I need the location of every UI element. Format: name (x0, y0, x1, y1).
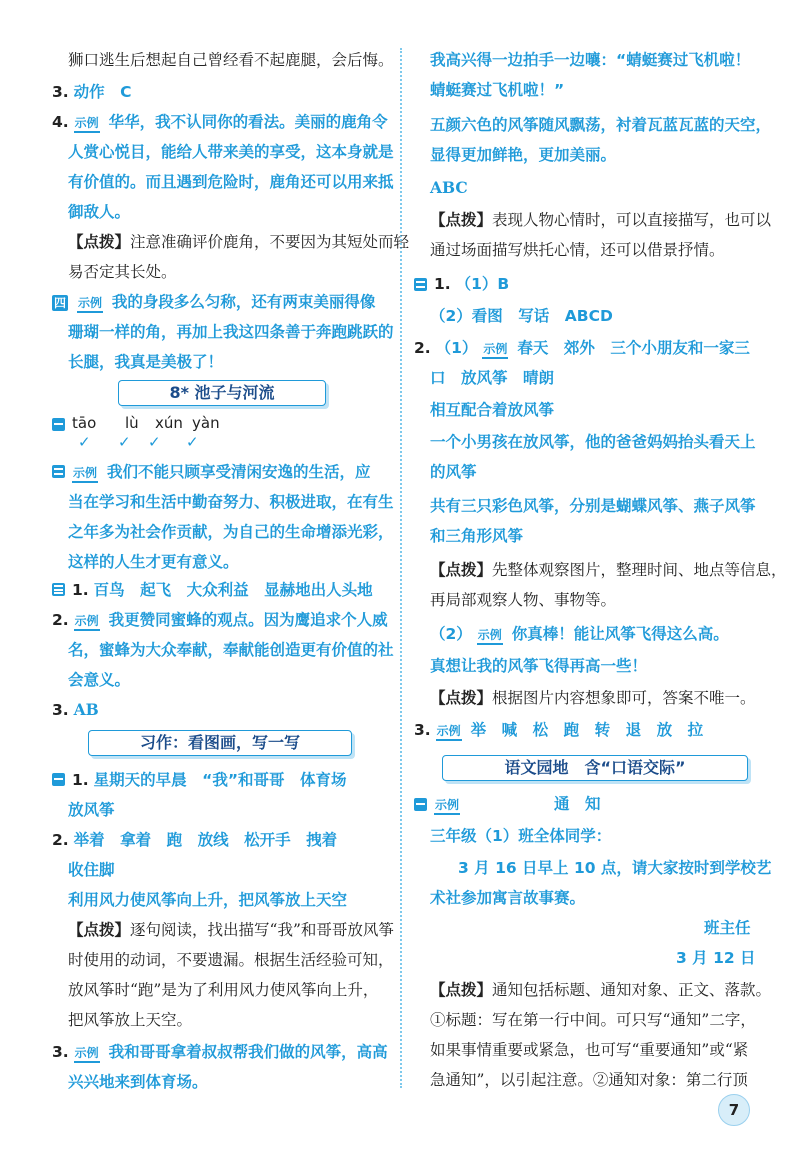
text-line: 收住脚 (68, 861, 115, 879)
answer-2-2: （2） 示例 你真棒！能让风筝飞得这么高。 (430, 625, 729, 643)
text-line: 一个小男孩在放风筝，他的爸爸妈妈抬头看天上 (430, 433, 756, 451)
text-line: 放风筝时“跑”是为了利用风力使风筝向上升， (68, 981, 379, 999)
section-1-marker (52, 773, 65, 786)
text-line: 这样的人生才更有意义。 (68, 553, 239, 571)
example-label: 示例 (74, 613, 100, 631)
tip: 【点拨】逐句阅读，找出描写“我”和哥哥放风筝 (68, 920, 394, 939)
example-label: 示例 (477, 627, 503, 645)
pinyin-4: yàn (192, 414, 220, 432)
text-line: 我高兴得一边拍手一边嚷：“蜻蜓赛过飞机啦！ (430, 51, 751, 69)
text-line: 人赏心悦目，能给人带来美的享受，这本身就是 (68, 143, 394, 161)
text-line: 珊瑚一样的角，再加上我这四条善于奔跑跳跃的 (68, 323, 394, 341)
text-line: 再局部观察人物、事物等。 (430, 591, 617, 609)
check-icon: ✓ (186, 433, 199, 451)
tip: 【点拨】通知包括标题、通知对象、正文、落款。 (430, 980, 772, 999)
section-2-answer: 示例 我们不能只顾享受清闲安逸的生活，应 (73, 463, 371, 481)
text-line: 长腿，我真是美极了！ (68, 353, 224, 371)
text-line: 口 放风筝 晴朗 (430, 369, 555, 387)
text-line: 会意义。 (68, 671, 131, 689)
column-divider (400, 48, 402, 1088)
pinyin-2: lù (125, 414, 139, 432)
answer-2: 2. （1） 示例 春天 郊外 三个小朋友和一家三 (414, 339, 750, 357)
text-line: ①标题：写在第一行中间。可只写“通知”二字， (430, 1011, 756, 1029)
example-label: 示例 (77, 295, 103, 313)
tip: 【点拨】先整体观察图片，整理时间、地点等信息， (430, 560, 787, 579)
text-line: 相互配合着放风筝 (430, 401, 555, 419)
page-number: 7 (718, 1094, 750, 1126)
text-line: 显得更加鲜艳，更加美丽。 (430, 146, 617, 164)
text-line: 的风筝 (430, 463, 477, 481)
pinyin-1: tāo (72, 414, 97, 432)
section-3-marker (52, 583, 65, 596)
text-line: 术社参加寓言故事赛。 (430, 889, 586, 907)
text-line: 名，蜜蜂为大众奉献，奉献能创造更有价值的社 (68, 641, 394, 659)
answer-1: 1. （1）B (434, 275, 510, 293)
tip: 【点拨】根据图片内容想象即可，答案不唯一。 (430, 688, 756, 707)
example-label: 示例 (74, 1045, 100, 1063)
text-line: 急通知”，以引起注意。②通知对象：第二行顶 (430, 1071, 748, 1089)
text-line: ABC (430, 178, 468, 197)
answer-3-3: 3. AB (52, 700, 99, 719)
example-label: 示例 (72, 465, 98, 483)
text-line: 狮口逃生后想起自己曾经看不起鹿腿，会后悔。 (68, 51, 394, 69)
section-2-marker (52, 465, 65, 478)
garden-title: 语文园地 含“口语交际” (442, 755, 748, 781)
text-line: 五颜六色的风筝随风飘荡，衬着瓦蓝瓦蓝的天空， (430, 116, 772, 134)
check-icon: ✓ (118, 433, 131, 451)
text-line: 真想让我的风筝飞得再高一些！ (430, 657, 648, 675)
tip: 【点拨】表现人物心情时，可以直接描写，也可以 (430, 210, 772, 229)
text-line: 共有三只彩色风筝，分别是蝴蝶风筝、燕子风筝 (430, 497, 756, 515)
notice-date: 3 月 12 日 (676, 949, 756, 967)
text-line: 如果事情重要或紧急，也可写“重要通知”或“紧 (430, 1041, 749, 1059)
notice-signer: 班主任 (704, 919, 751, 937)
answer-3: 3. 示例 举 喊 松 跑 转 退 放 拉 (414, 721, 704, 739)
answer-4: 4. 示例 华华，我不认同你的看法。美丽的鹿角令 (52, 113, 388, 131)
text-line: 易否定其长处。 (68, 263, 177, 281)
text-line: （2）看图 写话 ABCD (430, 307, 613, 325)
text-line: 利用风力使风筝向上升，把风筝放上天空 (68, 891, 348, 909)
text-line: 和三角形风筝 (430, 527, 524, 545)
section-marker: 四 (54, 296, 67, 310)
answer-3-2: 2. 示例 我更赞同蜜蜂的观点。因为鹰追求个人威 (52, 611, 388, 629)
text-line: 把风筝放上天空。 (68, 1011, 193, 1029)
writing-title: 习作：看图画，写一写 (88, 730, 352, 756)
text-line: 有价值的。而且遇到危险时，鹿角还可以用来抵 (68, 173, 394, 191)
notice-title: 通 知 (554, 795, 601, 813)
section-2-marker (414, 278, 427, 291)
text-line: 御敌人。 (68, 203, 131, 221)
check-icon: ✓ (148, 433, 161, 451)
check-icon: ✓ (78, 433, 91, 451)
text-line: 当在学习和生活中勤奋努力、积极进取，在有生 (68, 493, 394, 511)
answer-3-1: 1. 百鸟 起飞 大众利益 显赫地出人头地 (72, 581, 373, 599)
text-line: 通过场面描写烘托心情，还可以借景抒情。 (430, 241, 725, 259)
notice-example (434, 794, 464, 815)
text-line: 三年级（1）班全体同学： (430, 827, 612, 845)
section-4: 四 示例 我的身段多么匀称，还有两束美丽得像 (54, 293, 376, 311)
lesson-8-title: 8* 池子与河流 (118, 380, 326, 406)
pinyin-3: xún (155, 414, 183, 432)
example-label: 示例 (74, 115, 100, 133)
text-line: 放风筝 (68, 801, 115, 819)
writing-answer-3: 3. 示例 我和哥哥拿着叔叔帮我们做的风筝，高高 (52, 1043, 388, 1061)
text-line: 蜻蜓赛过飞机啦！” (430, 81, 565, 99)
answer-3: 3. 动作 C (52, 83, 132, 101)
text-line: 时使用的动词，不要遗漏。根据生活经验可知， (68, 951, 394, 969)
section-1-marker (52, 418, 65, 431)
example-label: 示例 (482, 341, 508, 359)
text-line: 3 月 16 日早上 10 点，请大家按时到学校艺 (458, 859, 772, 877)
example-label: 示例 (434, 797, 460, 815)
example-label: 示例 (436, 723, 462, 741)
section-1-marker (414, 798, 427, 811)
writing-answer-2: 2. 举着 拿着 跑 放线 松开手 拽着 (52, 831, 338, 849)
tip: 【点拨】注意准确评价鹿角，不要因为其短处而轻 (68, 232, 410, 251)
text-line: 兴兴地来到体育场。 (68, 1073, 208, 1091)
text-line: 之年多为社会作贡献，为自己的生命增添光彩， (68, 523, 394, 541)
writing-answer-1: 1. 星期天的早晨 “我”和哥哥 体育场 (72, 771, 347, 789)
